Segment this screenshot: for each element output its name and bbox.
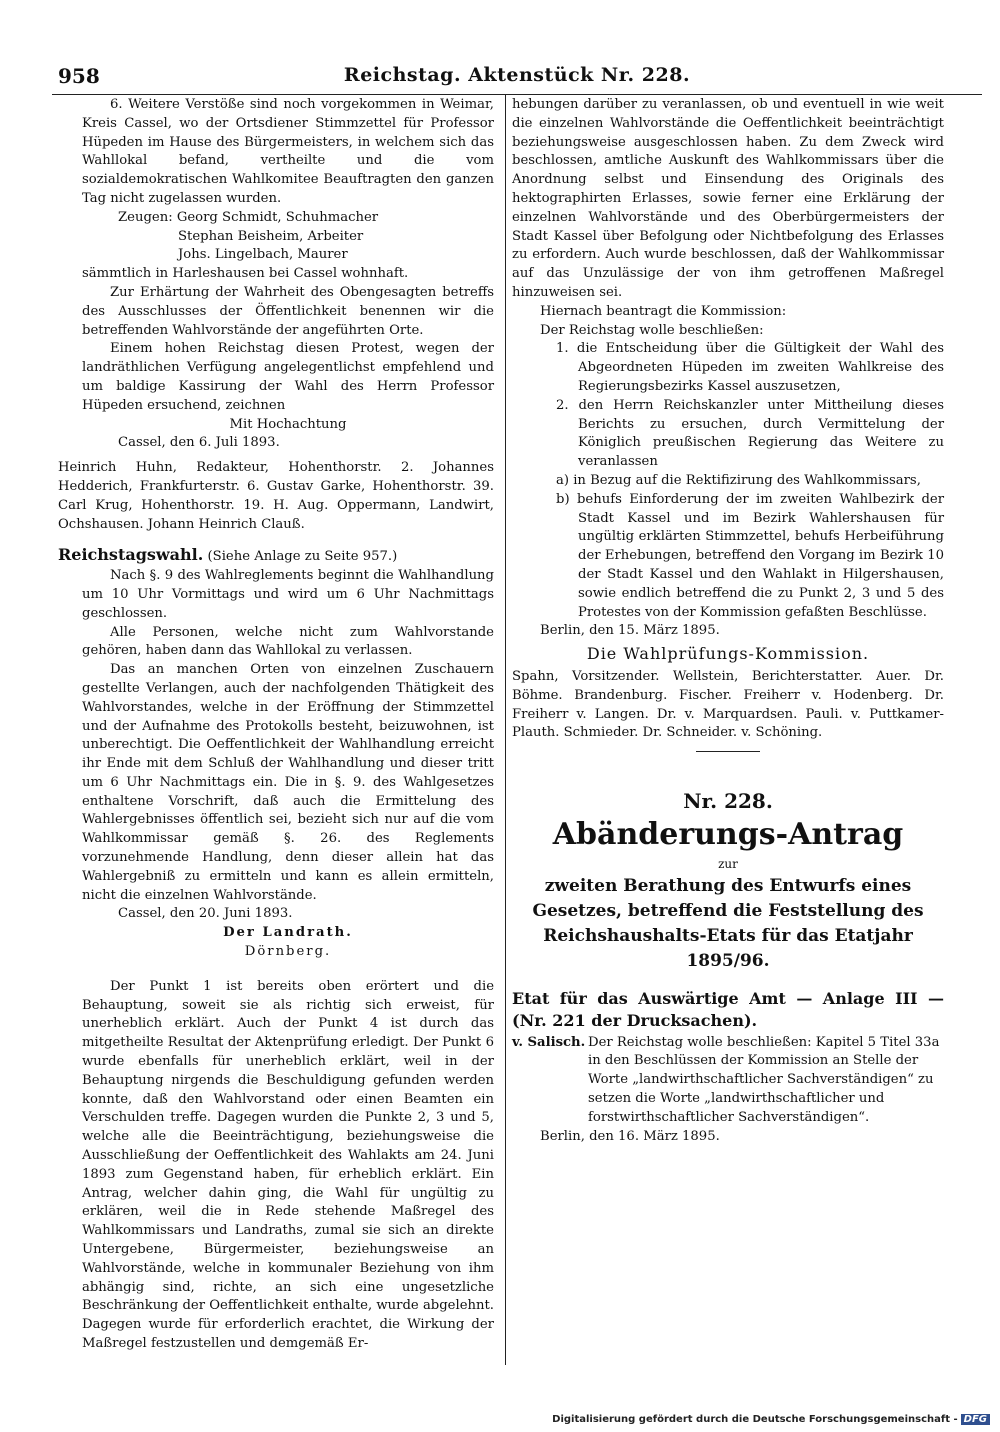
paragraph-commission-findings: Der Punkt 1 ist bereits oben erörtert und die Behauptung, soweit sie als richtig sich erweist, für unerheblich erklärt. Auch der Punkt 4 ist durch das mitgetheilte Resultat der Aktenprüfung erledigt. Der Punkt 6 wurde ebenfalls für unerheblich erklärt, weil in der Behauptung nirgends die Beschuldigung gefunden werden konnte, daß den Wahlvorstand oder einen Beamten ein Verschulden treffe. Dagegen wurden die Punkte 2, 3 und 5, welche alle die Beeinträchtigung, beziehungsweise die Ausschließung der Oeffentlichkeit des Wahlakts am 24. Juni 1893 zum Gegenstand haben, für erheblich erklärt. Ein Antrag, welcher dahin ging, die Wahl für ungültig zu erklären, weil die in Rede stehende Maßregel des Wahlkommissars und Landraths, zumal sie sich an direkte Untergebene, Bürgermeister, beziehungsweise an Wahlvorstände, welche in kommunaler Beziehung von ihm abhängig sind, richte, an sich eine ungesetzliche Beschränkung der Oeffentlichkeit enthalte, wurde abgelehnt. Dagegen wurde für erforderlich erachtet, die Wirkung der Maßregel festzustellen und demgemäß Er-	[82, 978, 494, 1351]
page-number: 958	[58, 64, 100, 88]
paragraph-protest: Einem hohen Reichstag diesen Protest, wegen der landräthlichen Verfügung angelegentlichst empfehlend und um baldige Kassirung der Wahl des Herrn Professor Hüpeden ersuchend, zeichnen	[82, 341, 494, 413]
digitization-footer	[552, 1414, 990, 1425]
mover-name: v. Salisch.	[512, 1034, 586, 1050]
witness-line: Johs. Lingelbach, Maurer	[178, 247, 348, 263]
amendment-motion	[512, 1034, 944, 1128]
signers: Heinrich Huhn, Redakteur, Hohenthorstr. 2. Johannes Hedderich, Frankfurterstr. 6. Gustav Garke, Hohenthorstr. 39. Carl Krug, Hohenthorstr. 19. H. Aug. Oppermann, Landwirt, Ochshausen. Johann Heinrich Clauß.	[58, 460, 494, 532]
paragraph-point-6: 6. Weitere Verstöße sind noch vorgekommen in Weimar, Kreis Cassel, wo der Ortsdiener Stimmzettel für Professor Hüpeden im Hause des Bürgermeisters, in welchem sich das Wahllokal befand, vertheilte und die vom sozialdemokratischen Wahlkomitee Beauftragten den ganzen Tag nicht zugelassen wurden.	[82, 97, 494, 206]
document-title: Abänderungs-Antrag	[552, 816, 904, 852]
document-number: Nr. 228.	[683, 789, 773, 814]
motion-text: Der Reichstag wolle beschließen: Kapitel 5 Titel 33a in den Beschlüssen der Kommission an Stelle der Worte „landwirthschaftlicher Sachverständigen“ zu setzen die Worte „landwirthschaftlicher und forstwirthschaftlicher Sachverständigen“.	[588, 1034, 940, 1125]
date-line: Cassel, den 6. Juli 1893.	[118, 435, 280, 451]
witness-residence: sämmtlich in Harleshausen bei Cassel wohnhaft.	[82, 266, 409, 282]
signature-title: Der Landrath.	[223, 925, 353, 941]
reichstagswahl-heading: Reichstagswahl.	[58, 545, 204, 565]
motion-item-2b: b) behufs Einforderung der im zweiten Wahlbezirk der Stadt Kassel und im Bezirk Wahlershausen für ungültig erklärten Stimmzettel, behufs Herbeiführung der Erhebungen, betreffend den Vorgang im Bezirk 10 der Stadt Kassel und den Wahlakt in Hilgershausen, sowie endlich betreffend die zu Punkt 2, 3 und 5 des Protestes von der Kommission gefaßten Beschlüsse.	[556, 491, 944, 620]
paragraph-evidence: Zur Erhärtung der Wahrheit des Obengesagten betreffs des Ausschlusses der Öffentlichkeit benennen wir die betreffenden Wahlvorstände der angeführten Orte.	[82, 284, 494, 338]
closing-salutation: Mit Hochachtung	[229, 416, 347, 432]
left-column	[58, 96, 494, 1354]
witness-line: Zeugen: Georg Schmidt, Schuhmacher	[118, 209, 379, 225]
paragraph: Nach §. 9 des Wahlreglements beginnt die Wahlhandlung um 10 Uhr Vormittags und wird um 6 Uhr Nachmittags geschlossen.	[82, 568, 494, 621]
motion-item-2a: a) in Bezug auf die Rektifizirung des Wahlkommissars,	[556, 472, 921, 488]
date-line: Berlin, den 15. März 1895.	[540, 623, 720, 639]
motion-intro: Hiernach beantragt die Kommission:	[540, 303, 787, 319]
right-column	[512, 96, 944, 1146]
motion-item-2: 2. den Herrn Reichskanzler unter Mittheilung dieses Berichts zu ersuchen, durch Vermittelung der Königlich preußischen Regierung das Weitere zu veranlassen	[556, 397, 944, 470]
motion-resolve: Der Reichstag wolle beschließen:	[540, 322, 764, 338]
commission-members: Spahn, Vorsitzender. Wellstein, Berichterstatter. Auer. Dr. Böhme. Brandenburg. Fischer. Freiherr v. Hodenberg. Dr. Freiherr v. Langen. Dr. v. Marquardsen. Pauli. v. Puttkamer-Plauth. Schmieder. Dr. Schneider. v. Schöning.	[512, 668, 944, 741]
paragraph: Das an manchen Orten von einzelnen Zuschauern gestellte Verlangen, auch der nachfolgenden Thätigkeit des Wahlvorstandes, welche in der Eröffnung der Stimmzettel und der Aufnahme des Protokolls besteht, beizuwohnen, ist unberechtigt. Die Oeffentlichkeit der Wahlhandlung erreicht ihr Ende mit dem Schluß der Wahlhandlung und dieser tritt um 6 Uhr Nachmittags ein. Die in §. 9. des Wahlgesetzes enthaltene Vorschrift, daß auch die Ermittelung des Wahlergebnisses öffentlich sei, bezieht sich nur auf die vom Wahlkommissar gemäß §. 26. des Reglements vorzunehmende Handlung, denn dieser allein hat das Wahlergebniß zu ermitteln und kann es allein ermitteln, nicht die einzelnen Wahlvorstände.	[82, 662, 494, 903]
see-annex-note: (Siehe Anlage zu Seite 957.)	[207, 549, 398, 565]
footer-text: Digitalisierung gefördert durch die Deutsche Forschungsgemeinschaft -	[552, 1414, 958, 1425]
document-subtitle: zweiten Berathung des Entwurfs eines Gesetzes, betreffend die Feststellung des Reichshaushalts-Etats für das Etatjahr 1895/96.	[532, 875, 924, 971]
signature-name: Dörnberg.	[244, 944, 332, 960]
date-line: Cassel, den 20. Juni 1893.	[118, 906, 293, 922]
commission-name: Die Wahlprüfungs-Kommission.	[586, 644, 870, 664]
paragraph-continuation: hebungen darüber zu veranlassen, ob und eventuell in wie weit die einzelnen Wahlvorstände die Oeffentlichkeit beeinträchtigt beziehungsweise ausgeschlossen haben. Zu dem Zweck wird beschlossen, amtliche Auskunft des Wahlkommissars über die Anordnung selbst und Einsendung des Originals des hektographirten Erlasses, sowie ferner eine Erklärung der einzelnen Wahlvorstände und des Oberbürgermeisters der Stadt Kassel über Befolgung oder Nichtbefolgung des Erlasses zu erfordern. Auch wurde beschlossen, daß der Wahlkommissar auf das Unzulässige der von ihm getroffenen Maßregel hinzuweisen sei.	[512, 97, 944, 300]
paragraph: Alle Personen, welche nicht zum Wahlvorstande gehören, haben dann das Wahllokal zu verlassen.	[82, 624, 494, 659]
title-connector: zur	[718, 856, 738, 871]
running-title: Reichstag. Aktenstück Nr. 228.	[343, 64, 691, 86]
page-header	[52, 60, 982, 95]
dfg-logo: DFG	[961, 1414, 990, 1425]
etat-heading: Etat für das Auswärtige Amt — Anlage III — (Nr. 221 der Drucksachen).	[512, 988, 944, 1030]
section-heading	[58, 546, 494, 567]
witness-line: Stephan Beisheim, Arbeiter	[178, 228, 364, 244]
date-line: Berlin, den 16. März 1895.	[540, 1128, 720, 1144]
separator-rule	[696, 751, 760, 752]
motion-item-1: 1. die Entscheidung über die Gültigkeit der Wahl des Abgeordneten Hüpeden im zweiten Wahlkreise des Regierungsbezirks Kassel auszusetzen,	[556, 341, 944, 394]
column-divider	[505, 95, 506, 1365]
